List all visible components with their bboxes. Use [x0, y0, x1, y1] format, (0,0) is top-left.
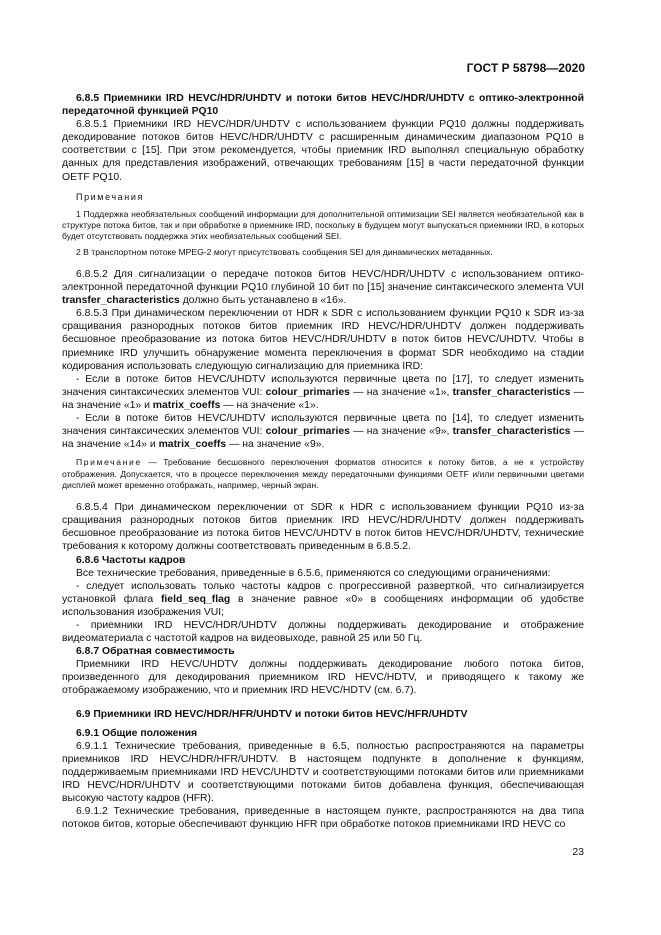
syntax-element-name: transfer_characteristics — [62, 295, 180, 307]
paragraph-6-8-5-1: 6.8.5.1 Приемники IRD HEVC/HDR/UHDTV с использованием функции PQ10 должны поддерживать декодирование потоков битов HEVC/HDR/UHDTV с расширенным динамическим диапазоном PQ10 в соответствии с [15]. При этом рекомендуется, чтобы приемник IRD выполнял специальную обработку данных для представления изображений, отвечающих требованиям [15] в части передаточной функции OETF PQ10. — [62, 119, 584, 183]
page-number: 23 — [572, 846, 584, 858]
paragraph-6-8-7: Приемники IRD HEVC/UHDTV должны поддерживать декодирование любого потока битов, произведенного для декодирования приемником IRD HEVC/HDTV, и приводящего к такому же отображаемому изображению, что и приемник IRD HEVC/HDTV (см. 6.7). — [62, 659, 584, 697]
heading-6-8-5: 6.8.5 Приемники IRD HEVC/HDR/UHDTV и потоки битов HEVC/HDR/UHDTV с оптико-электронной передаточной функцией PQ10 — [62, 93, 584, 118]
document-body — [62, 92, 584, 831]
heading-6-8-6: 6.8.6 Частоты кадров — [76, 554, 186, 566]
bullet-item-3: - следует использовать только частоты кадров с прогрессивной разверткой, что сигнализируется установкой флага field_seq_flag в значение равное «0» в сообщениях информации об удобстве использования изображения VUI; — [62, 580, 584, 618]
note-3: Примечание — Требование бесшовного переключения форматов относится к потоку битов, а не к устройству отображения. Допускается, что в процессе переключения между передаточными функциями OETF и/или первичными цветами дисплей может временно отображать, например, черный экран. — [62, 457, 584, 490]
paragraph-6-8-5-2: 6.8.5.2 Для сигнализации о передаче потоков битов HEVC/HDR/UHDTV с использованием оптико-электронной передаточной функции PQ10 глубиной 10 бит по [15] значение синтаксического элемента VUI transfer_characteristics должно быть устанавлено в «16». — [62, 268, 584, 307]
note-1: 1 Поддержка необязательных сообщений информации для дополнительной оптимизации SEI является необязательной как в структуре потока битов, так и при обработке в приемнике IRD, поскольку в будущем могут выпускаться приемники IRD, в которых будет отсутствовать поддержка этих необязательных сообщений SEI. — [62, 208, 584, 242]
bullet-item-4: - приемники IRD HEVC/HDR/UHDTV должны поддерживать декодирование и отображение видеоматериала с частотой кадров на видеовыходе, равной 25 или 50 Гц. — [62, 619, 584, 645]
paragraph-6-8-6: Все технические требования, приведенные в 6.5.6, применяются со следующими ограничениями: — [76, 567, 551, 579]
paragraph-6-9-1-2: 6.9.1.2 Технические требования, приведенные в настоящем пункте, распространяются на два типа потоков битов, которые обеспечивают функцию HFR при обработке потоков приемниками IRD HEVC со — [62, 806, 584, 831]
heading-6-9-1: 6.9.1 Общие положения — [76, 727, 198, 739]
bullet-item-1: - Если в потоке битов HEVC/UHDTV используются первичные цвета по [17], то следует изменить значения синтаксических элементов VUI: colour_primaries — на значение «1», transfer_characteristics — на значение «1» и matrix_coeffs — на значение «1». — [62, 373, 584, 411]
document-code: ГОСТ Р 58798—2020 — [466, 61, 585, 75]
heading-6-8-7: 6.8.7 Обратная совместимость — [76, 646, 235, 658]
paragraph-6-8-5-3: 6.8.5.3 При динамическом переключении от HDR к SDR с использованием функции PQ10 к SDR из-за сращивания разнородных потоков битов приемник IRD HEVC/HDR/UHDTV должен поддерживать бесшовное преобразование из потока битов HEVC/HDR/UHDTV в поток битов HEVC/UHDTV. Чтобы в приемнике IRD улучшить обнаружение момента переключения в формат SDR необходимо на стадии кодирования использовать следующую сигнализацию для приемника IRD: — [62, 308, 584, 372]
paragraph-6-8-5-4: 6.8.5.4 При динамическом переключении от SDR к HDR с использованием функции PQ10 из-за сращивания разнородных потоков битов приемник IRD HEVC/HDR/UHDTV должен поддерживать бесшовное преобразование из потока битов HEVC/UHDTV в поток битов HEVC/HDR/UHDTV, технические требования к которому должны соответствовать приведенным в 6.8.5.2. — [62, 502, 584, 553]
note-2: 2 В транспортном потоке MPEG-2 могут присутствовать сообщения SEI для динамических метаданных. — [76, 246, 493, 257]
bullet-item-2: - Если в потоке битов HEVC/UHDTV используются первичные цвета по [14], то следует изменить значения синтаксических элементов VUI: colour_primaries — на значение «9», transfer_characteristics — на значение «14» и matrix_coeffs — на значение «9». — [62, 412, 584, 451]
heading-6-9: 6.9 Приемники IRD HEVC/HDR/HFR/UHDTV и потоки битов HEVC/HFR/UHDTV — [76, 708, 468, 720]
notes-title: Примечания — [76, 191, 144, 202]
paragraph-6-9-1-1: 6.9.1.1 Технические требования, приведенные в 6.5, полностью распространяются на параметры приемников IRD HEVC/HDR/HFR/UHDTV. В настоящем подпункте в дополнение к функциям, поддерживаемым приемниками IRD HEVC/UHDTV и соответствующими потоками битов или приемниками IRD HEVC/HDR/UHDTV и соответствующими потоками битов добавлена функция, обеспечивающая высокую частоту кадров (HFR). — [62, 740, 584, 805]
